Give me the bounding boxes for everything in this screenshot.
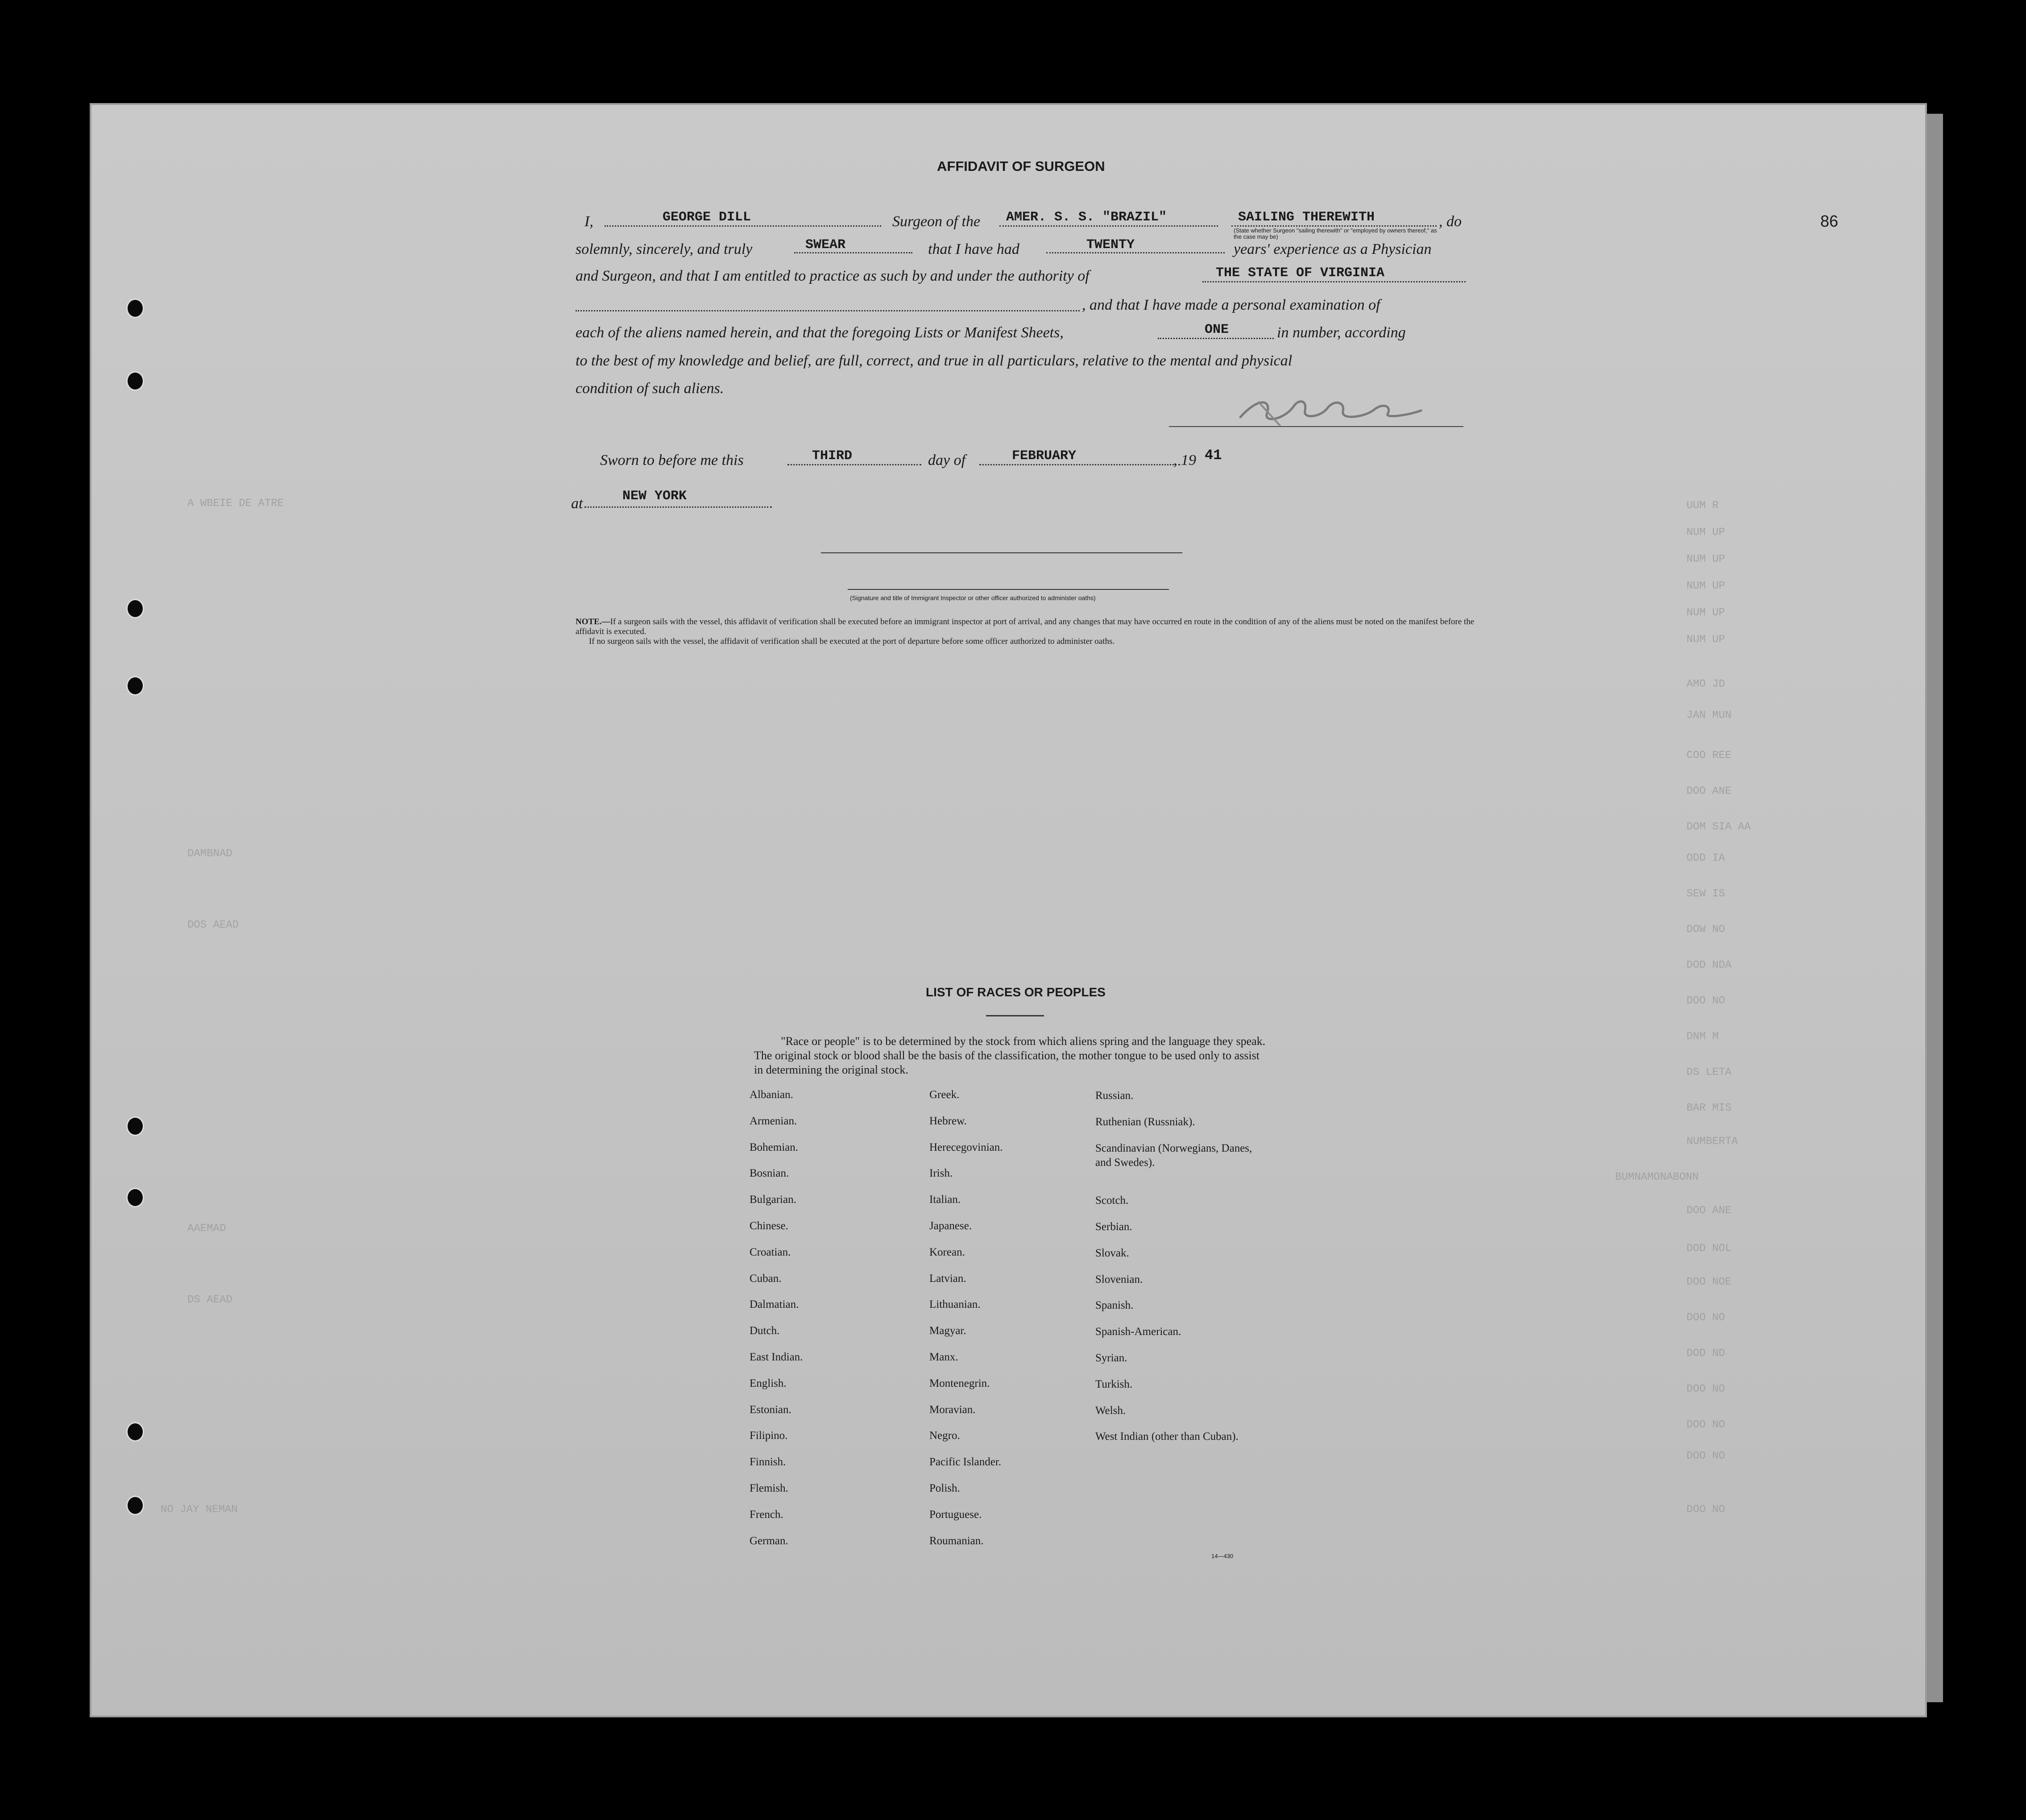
race-entry: Roumanian. bbox=[929, 1535, 984, 1547]
race-entry: Syrian. bbox=[1095, 1352, 1127, 1364]
race-entry: Croatian. bbox=[750, 1246, 791, 1258]
years-line bbox=[1046, 252, 1225, 253]
day-of-label: day of bbox=[928, 452, 966, 468]
race-entry: Scandinavian (Norwegians, Danes, and Swedes). bbox=[1095, 1142, 1252, 1169]
binder-hole bbox=[128, 1423, 143, 1440]
authority-label: and Surgeon, and that I am entitled to practice as such by and under the authority of bbox=[576, 268, 1090, 284]
race-entry: Russian. bbox=[1095, 1090, 1134, 1102]
officer-signature-line bbox=[821, 552, 1182, 553]
sheets-line bbox=[1158, 338, 1274, 339]
signature-caption: (Signature and title of Immigrant Inspector or other officer authorized to administer oaths) bbox=[850, 594, 1096, 601]
authority-continuation-line bbox=[576, 310, 1080, 311]
affidavit-heading: AFFIDAVIT OF SURGEON bbox=[937, 158, 1105, 174]
race-entry: Serbian. bbox=[1095, 1221, 1132, 1233]
i-label: I, bbox=[584, 213, 593, 230]
race-entry: Pacific Islander. bbox=[929, 1456, 1002, 1468]
binder-hole bbox=[128, 300, 143, 317]
race-entry: Bulgarian. bbox=[750, 1194, 796, 1206]
race-entry: Spanish-American. bbox=[1095, 1326, 1181, 1338]
race-entry: Greek. bbox=[929, 1089, 960, 1101]
race-entry: Finnish. bbox=[750, 1456, 786, 1468]
that-i-have-had-label: that I have had bbox=[928, 241, 1019, 257]
sworn-month-line bbox=[979, 464, 1180, 465]
race-entry: German. bbox=[750, 1535, 788, 1547]
race-entry: Scotch. bbox=[1095, 1194, 1129, 1206]
race-entry: West Indian (other than Cuban). bbox=[1095, 1430, 1239, 1443]
note-text-1: If a surgeon sails with the vessel, this affidavit of verification shall be executed before an immigrant inspector at port of arrival, and any changes that may have occurred en route in the condition of any of the aliens must be noted on the manifest before the affidavit is executed. bbox=[576, 617, 1475, 636]
personal-examination-label: , and that I have made a personal examination of bbox=[1082, 297, 1380, 313]
sailing-status: SAILING THEREWITH bbox=[1238, 210, 1375, 225]
race-entry: Portuguese. bbox=[929, 1509, 982, 1521]
form-number: 14—430 bbox=[1211, 1553, 1234, 1559]
place-value: NEW YORK bbox=[622, 489, 687, 504]
sheets-value: ONE bbox=[1205, 322, 1229, 337]
race-entry: Dalmatian. bbox=[750, 1298, 799, 1310]
race-entry: Dutch. bbox=[750, 1325, 780, 1337]
binder-hole bbox=[128, 1118, 143, 1135]
vessel-name: AMER. S. S. "BRAZIL" bbox=[1006, 210, 1167, 225]
sworn-label: Sworn to before me this bbox=[600, 452, 744, 468]
officer-title-line bbox=[848, 589, 1169, 590]
race-entry: Irish. bbox=[929, 1167, 953, 1179]
surgeon-signature bbox=[1231, 393, 1428, 428]
race-entry: Slovak. bbox=[1095, 1247, 1129, 1259]
binder-hole bbox=[128, 1189, 143, 1206]
race-entry: Cuban. bbox=[750, 1273, 782, 1285]
in-number-label: in number, according bbox=[1277, 324, 1406, 341]
year-prefix: , 19 bbox=[1173, 452, 1196, 468]
years-value: TWENTY bbox=[1086, 237, 1135, 253]
years-experience-label: years' experience as a Physician bbox=[1234, 241, 1432, 257]
race-entry: Armenian. bbox=[750, 1115, 797, 1127]
authority-line bbox=[1202, 281, 1466, 282]
best-of-knowledge-text: to the best of my knowledge and belief, are full, correct, and true in all particulars, relative to the mental and physical bbox=[576, 352, 1293, 369]
authority-value: THE STATE OF VIRGINIA bbox=[1216, 265, 1385, 281]
sailing-status-note: (State whether Surgeon "sailing therewith" or "employed by owners thereof," as the case may be) bbox=[1234, 227, 1437, 240]
race-entry: Bohemian. bbox=[750, 1141, 799, 1153]
sworn-year: 41 bbox=[1205, 447, 1222, 464]
document-page bbox=[91, 105, 1925, 1716]
races-intro: "Race or people" is to be determined by the stock from which aliens spring and the language they speak. The original stock or blood shall be the basis of the classification, the mother tongue to be used only to assist in determining the original stock. bbox=[754, 1035, 1266, 1076]
race-entry: Hebrew. bbox=[929, 1115, 967, 1127]
race-entry: Albanian. bbox=[750, 1089, 793, 1101]
race-entry: Herecegovinian. bbox=[929, 1141, 1003, 1153]
sworn-month: FEBRUARY bbox=[1012, 448, 1077, 464]
page-number: 86 bbox=[1820, 212, 1839, 230]
manifest-sheets-label: each of the aliens named herein, and that the foregoing Lists or Manifest Sheets, bbox=[576, 324, 1064, 341]
race-entry: Italian. bbox=[929, 1194, 961, 1206]
races-heading: LIST OF RACES OR PEOPLES bbox=[926, 985, 1106, 999]
race-entry: Japanese. bbox=[929, 1220, 972, 1232]
race-entry: Bosnian. bbox=[750, 1167, 789, 1179]
binder-hole bbox=[128, 1497, 143, 1514]
sailing-status-line bbox=[1231, 225, 1437, 227]
sworn-day-line bbox=[787, 464, 921, 465]
race-entry: Polish. bbox=[929, 1482, 960, 1494]
do-label: , do bbox=[1439, 213, 1462, 230]
race-entry: Korean. bbox=[929, 1246, 965, 1258]
races-heading-rule bbox=[986, 1015, 1044, 1016]
note-label: NOTE.— bbox=[576, 617, 610, 626]
stacked-page-edge bbox=[1927, 114, 1943, 1702]
affidavit-note bbox=[576, 617, 1477, 647]
race-entry: Magyar. bbox=[929, 1325, 966, 1337]
race-entry: Ruthenian (Russniak). bbox=[1095, 1116, 1195, 1128]
binder-hole bbox=[128, 677, 143, 694]
race-entry: French. bbox=[750, 1509, 783, 1521]
race-entry: Montenegrin. bbox=[929, 1377, 990, 1389]
binder-hole bbox=[128, 373, 143, 390]
place-line bbox=[584, 506, 772, 508]
race-entry: Estonian. bbox=[750, 1404, 791, 1416]
note-text-2: If no surgeon sails with the vessel, the affidavit of verification shall be executed at the port of departure before some officer authorized to administer oaths. bbox=[589, 637, 1115, 646]
condition-text: condition of such aliens. bbox=[576, 380, 724, 397]
race-entry: English. bbox=[750, 1377, 787, 1389]
race-entry: Turkish. bbox=[1095, 1378, 1133, 1390]
sworn-day: THIRD bbox=[812, 448, 853, 464]
at-label: at bbox=[571, 495, 583, 512]
race-entry: Filipino. bbox=[750, 1430, 788, 1442]
race-entry: Latvian. bbox=[929, 1273, 966, 1285]
race-entry: Negro. bbox=[929, 1430, 960, 1442]
surgeon-of-label: Surgeon of the bbox=[892, 213, 981, 230]
race-entry: Flemish. bbox=[750, 1482, 788, 1494]
race-entry: Manx. bbox=[929, 1351, 958, 1363]
vessel-line bbox=[999, 225, 1218, 227]
race-entry: Slovenian. bbox=[1095, 1273, 1143, 1285]
oath-value: SWEAR bbox=[805, 237, 846, 253]
race-entry: Welsh. bbox=[1095, 1405, 1126, 1417]
solemnly-label: solemnly, sincerely, and truly bbox=[576, 241, 753, 257]
race-entry: East Indian. bbox=[750, 1351, 803, 1363]
race-entry: Chinese. bbox=[750, 1220, 788, 1232]
race-entry: Lithuanian. bbox=[929, 1298, 981, 1310]
surgeon-name-line bbox=[605, 225, 881, 227]
race-entry: Spanish. bbox=[1095, 1299, 1134, 1311]
race-entry: Moravian. bbox=[929, 1404, 976, 1416]
surgeon-name: GEORGE DILL bbox=[663, 210, 751, 225]
binder-hole bbox=[128, 600, 143, 617]
